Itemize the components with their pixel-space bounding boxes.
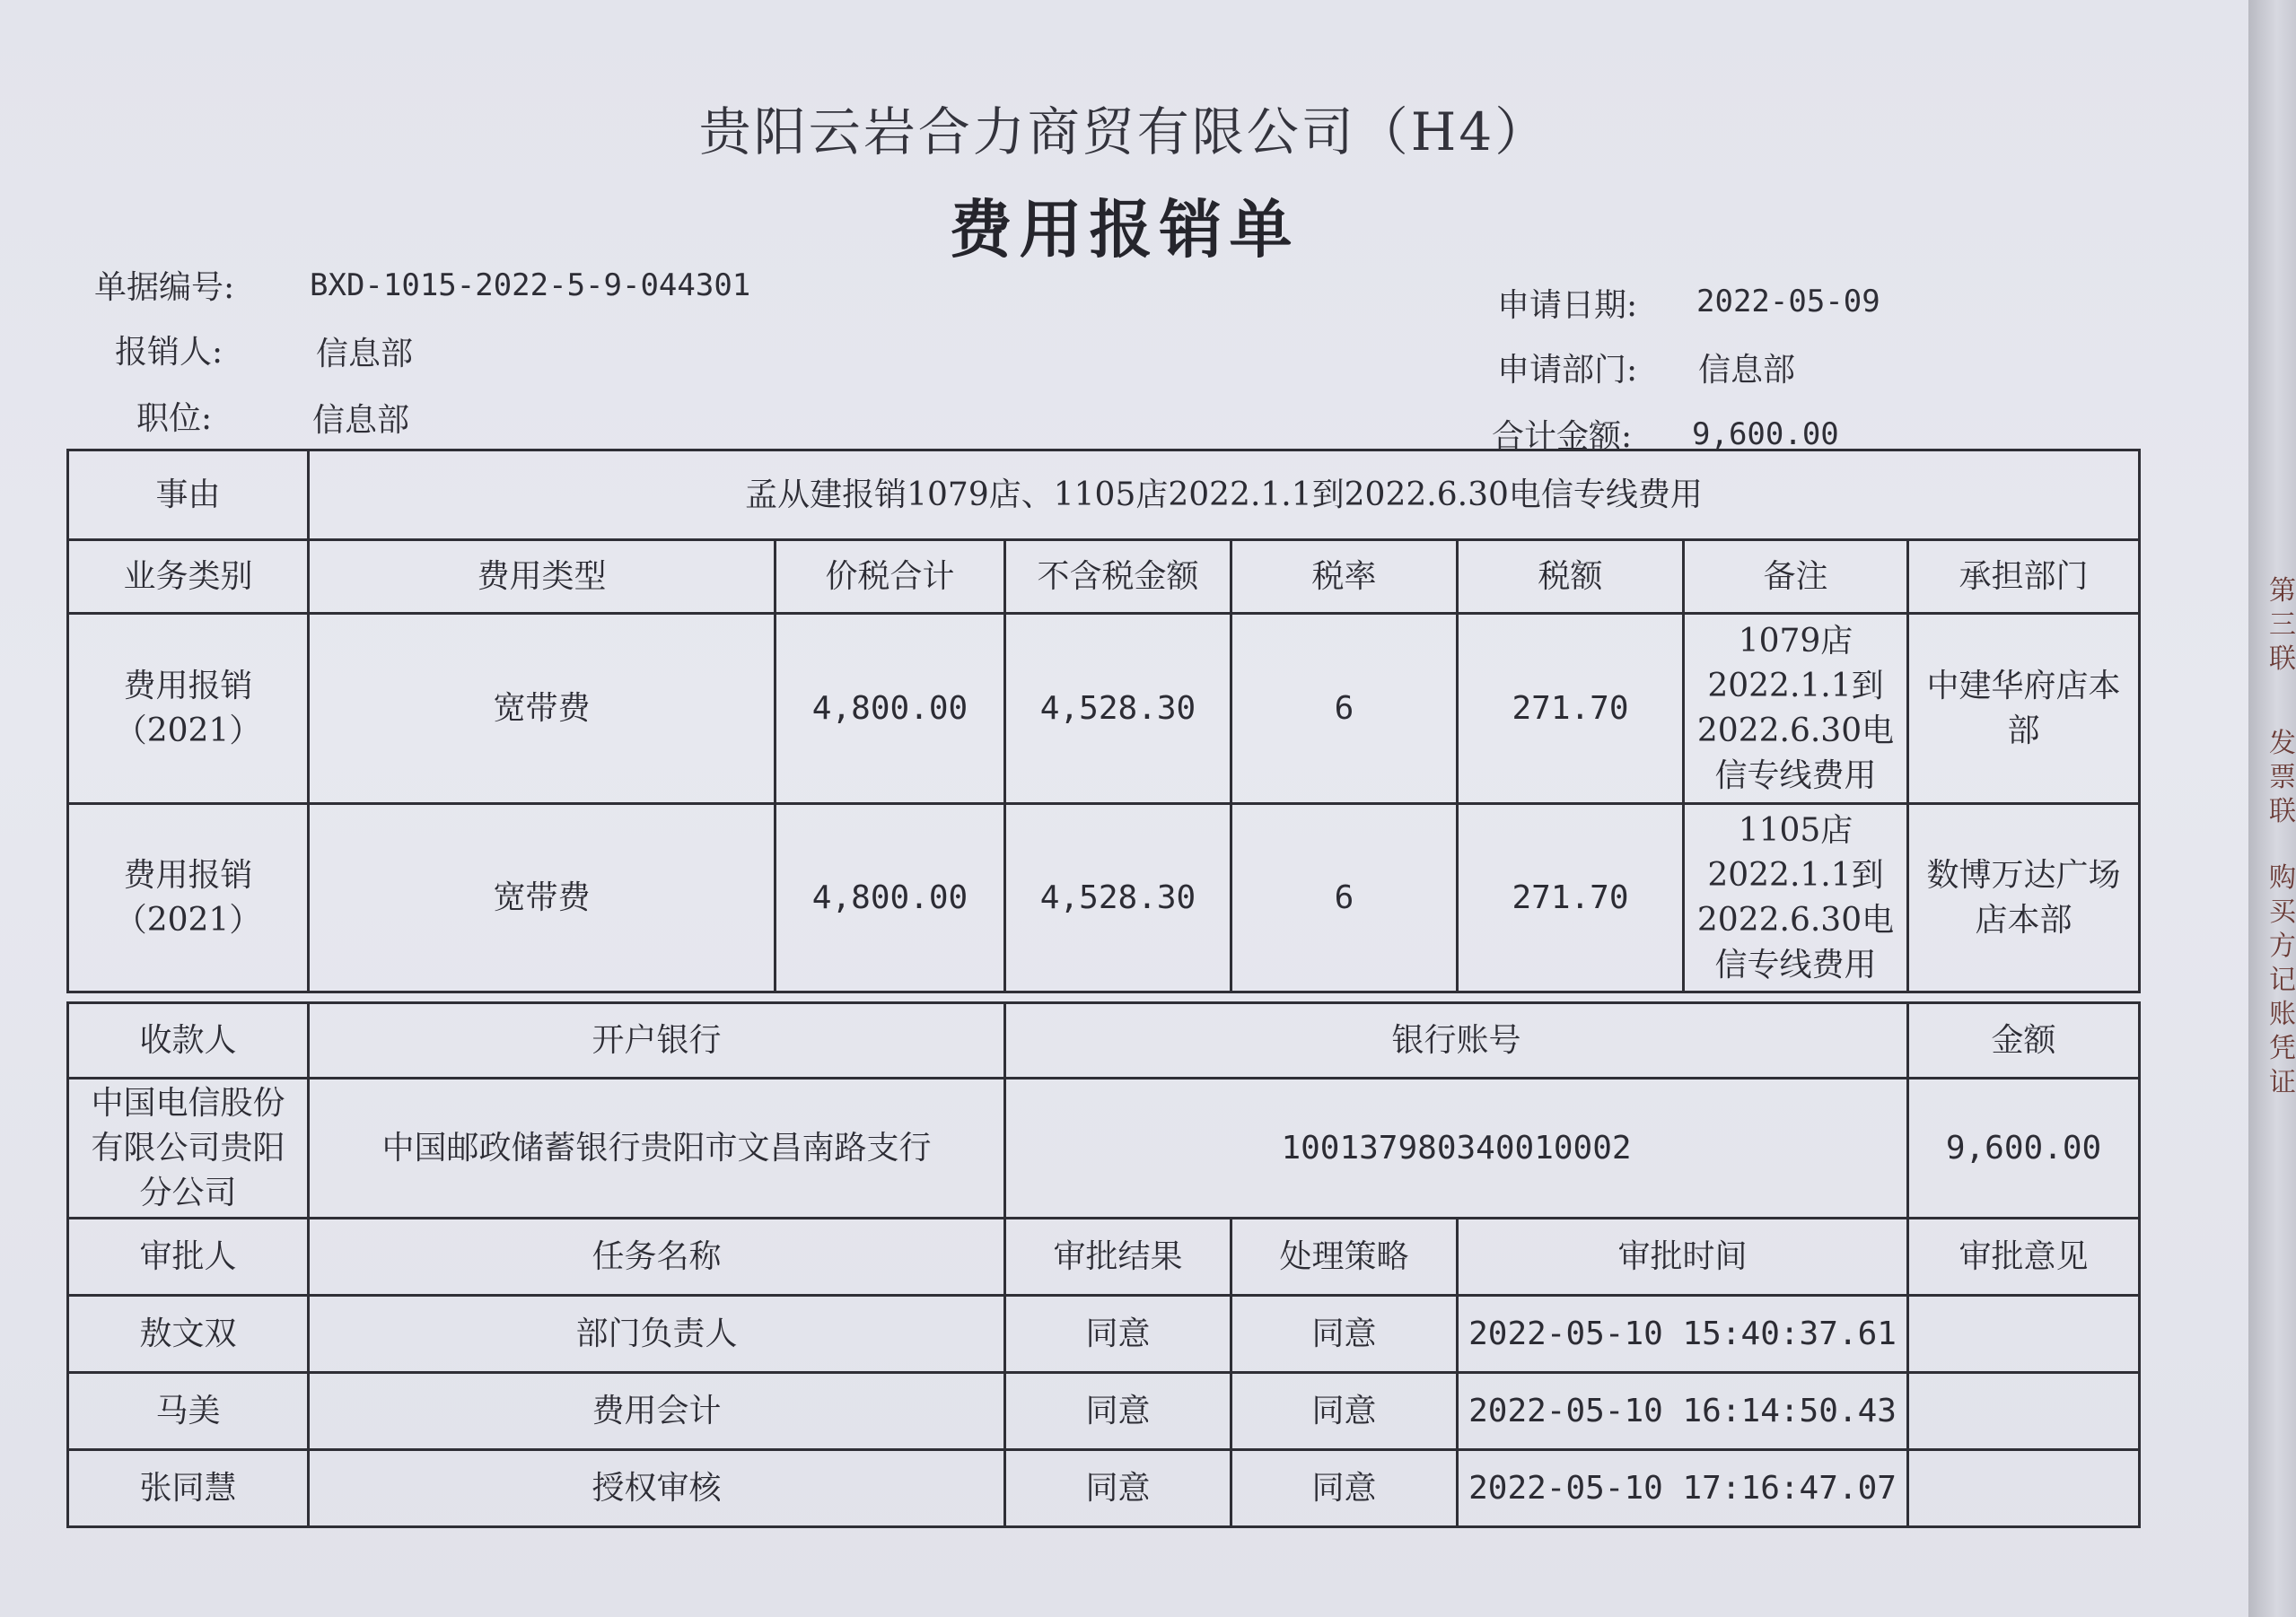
- row-total-with-tax: 4,800.00: [776, 804, 1005, 992]
- payee-row: [68, 1079, 2140, 1219]
- reason-text: 孟从建报销1079店、1105店2022.1.1到2022.6.30电信专线费用: [309, 450, 2140, 540]
- row-amount-ex-tax: 4,528.30: [1005, 804, 1231, 992]
- col-header-bank: 开户银行: [309, 1003, 1005, 1079]
- row-type: 宽带费: [309, 804, 776, 992]
- col-header-dept: 承担部门: [1908, 540, 2140, 614]
- company-name: 贵阳云岩合力商贸有限公司（H4）: [698, 101, 1550, 162]
- approval-result: 同意: [1005, 1450, 1231, 1527]
- stub-char: 联: [2269, 796, 2296, 827]
- approval-opinion: [1908, 1450, 2140, 1527]
- payee-header-row: [68, 1003, 2140, 1079]
- approval-task: 授权审核: [309, 1450, 1005, 1527]
- approval-result: 同意: [1005, 1373, 1231, 1450]
- approval-strategy: 同意: [1231, 1450, 1458, 1527]
- doc-no-label: 单据编号:: [94, 269, 235, 306]
- row-amount-ex-tax: 4,528.30: [1005, 614, 1231, 804]
- row-note: 1079店2022.1.1到2022.6.30电信专线费用: [1684, 614, 1908, 804]
- approval-task: 部门负责人: [309, 1296, 1005, 1373]
- approval-result: 同意: [1005, 1296, 1231, 1373]
- payee-account: 100137980340010002: [1005, 1079, 1908, 1219]
- table-row: [68, 1450, 2140, 1527]
- row-total-with-tax: 4,800.00: [776, 614, 1005, 804]
- approval-time: 2022-05-10 16:14:50.43: [1458, 1373, 1908, 1450]
- row-dept: 数博万达广场店本部: [1908, 804, 2140, 992]
- approval-header-row: [68, 1219, 2140, 1296]
- expense-header-row: [68, 540, 2140, 614]
- col-header-type: 费用类型: [309, 540, 776, 614]
- form-title: 费用报销单: [949, 192, 1300, 267]
- col-header-account: 银行账号: [1005, 1003, 1908, 1079]
- approval-task: 费用会计: [309, 1373, 1005, 1450]
- payee-amount: 9,600.00: [1908, 1079, 2140, 1219]
- row-dept: 中建华府店本部: [1908, 614, 2140, 804]
- stub-text-line-3: [2269, 861, 2296, 1100]
- reason-row: [68, 450, 2140, 540]
- col-header-total-with-tax: 价税合计: [776, 540, 1005, 614]
- stub-char: 购: [2269, 862, 2296, 894]
- table-row: [68, 804, 2140, 992]
- row-category: 费用报销（2021）: [68, 804, 309, 992]
- apply-dept-value: 信息部: [1698, 352, 1796, 389]
- col-header-amount-ex-tax: 不含税金额: [1005, 540, 1231, 614]
- row-tax-rate: 6: [1231, 614, 1458, 804]
- row-tax: 271.70: [1458, 804, 1684, 992]
- approval-strategy: 同意: [1231, 1373, 1458, 1450]
- stub-text-line-1: [2269, 574, 2296, 677]
- row-note: 1105店2022.1.1到2022.6.30电信专线费用: [1684, 804, 1908, 992]
- stub-char: 买: [2269, 896, 2296, 928]
- row-tax-rate: 6: [1231, 804, 1458, 992]
- col-header-task: 任务名称: [309, 1219, 1005, 1296]
- col-header-time: 审批时间: [1458, 1219, 1908, 1296]
- col-header-amount: 金额: [1908, 1003, 2140, 1079]
- stub-char: 发: [2269, 728, 2296, 759]
- payee-bank: 中国邮政储蓄银行贵阳市文昌南路支行: [309, 1079, 1005, 1219]
- table-row: [68, 614, 2140, 804]
- approval-opinion: [1908, 1373, 2140, 1450]
- stub-char: 凭: [2269, 1033, 2296, 1064]
- stub-char: 票: [2269, 762, 2296, 793]
- stub-char: 联: [2269, 643, 2296, 675]
- approval-time: 2022-05-10 15:40:37.61: [1458, 1296, 1908, 1373]
- total-value: 9,600.00: [1692, 416, 1839, 452]
- approval-strategy: 同意: [1231, 1296, 1458, 1373]
- doc-no-value: BXD-1015-2022-5-9-044301: [310, 267, 751, 303]
- col-header-category: 业务类别: [68, 540, 309, 614]
- approver-name: 马美: [68, 1373, 309, 1450]
- stub-char: 账: [2269, 999, 2296, 1030]
- reason-label: 事由: [68, 450, 309, 540]
- row-tax: 271.70: [1458, 614, 1684, 804]
- col-header-payee: 收款人: [68, 1003, 309, 1079]
- approval-time: 2022-05-10 17:16:47.07: [1458, 1450, 1908, 1527]
- position-label: 职位:: [136, 400, 213, 437]
- col-header-strategy: 处理策略: [1231, 1219, 1458, 1296]
- expense-table: [66, 449, 2141, 993]
- col-header-tax-rate: 税率: [1231, 540, 1458, 614]
- total-label: 合计金额:: [1492, 418, 1633, 455]
- stub-char: 三: [2269, 609, 2296, 641]
- claimant-value: 信息部: [316, 336, 414, 372]
- claimant-label: 报销人:: [115, 334, 223, 371]
- col-header-tax: 税额: [1458, 540, 1684, 614]
- apply-date-label: 申请日期:: [1497, 287, 1638, 324]
- row-type: 宽带费: [309, 614, 776, 804]
- stub-char: 证: [2269, 1067, 2296, 1098]
- stub-char: 方: [2269, 931, 2296, 962]
- table-row: [68, 1296, 2140, 1373]
- apply-date-value: 2022-05-09: [1696, 284, 1880, 319]
- stub-char: 记: [2269, 965, 2296, 996]
- stub-text-line-2: [2269, 727, 2296, 829]
- position-value: 信息部: [312, 402, 410, 439]
- stub-char: 第: [2269, 575, 2296, 607]
- payee-name: 中国电信股份有限公司贵阳分公司: [68, 1079, 309, 1219]
- apply-dept-label: 申请部门:: [1497, 352, 1638, 389]
- col-header-note: 备注: [1684, 540, 1908, 614]
- approver-name: 敖文双: [68, 1296, 309, 1373]
- approver-name: 张同慧: [68, 1450, 309, 1527]
- col-header-result: 审批结果: [1005, 1219, 1231, 1296]
- table-row: [68, 1373, 2140, 1450]
- row-category: 费用报销（2021）: [68, 614, 309, 804]
- payee-approval-table: [66, 1001, 2141, 1528]
- col-header-approver: 审批人: [68, 1219, 309, 1296]
- col-header-opinion: 审批意见: [1908, 1219, 2140, 1296]
- approval-opinion: [1908, 1296, 2140, 1373]
